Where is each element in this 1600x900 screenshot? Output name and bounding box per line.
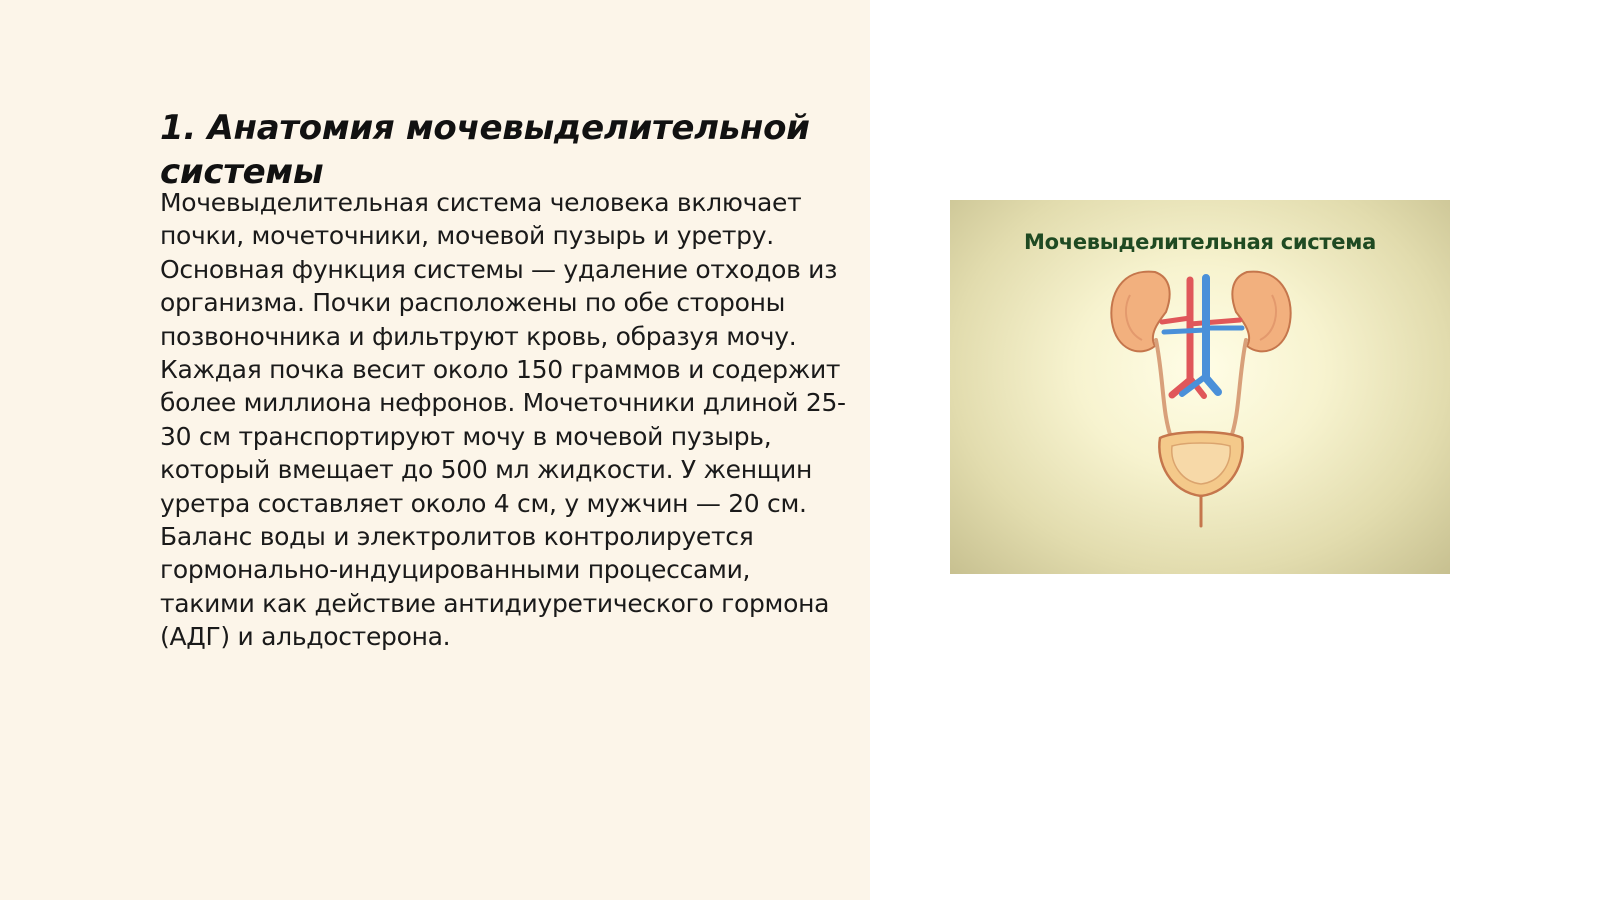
urinary-system-figure: [950, 200, 1450, 574]
figure-caption: Мочевыделительная система: [1024, 230, 1376, 254]
left-ureter: [1156, 340, 1172, 440]
right-ureter: [1230, 340, 1246, 440]
renal-artery-left: [1162, 318, 1190, 322]
slide-title: 1. Анатомия мочевыделительной системы: [160, 108, 810, 192]
urinary-system-illustration-icon: [950, 200, 1450, 574]
renal-vein-left: [1164, 330, 1206, 332]
slide-body-text: Мочевыделительная система человека включает почки, мочеточники, мочевой пузырь и уретру. Основная функция системы — удаление отходов из организма. Почки расположены по обе стороны позвоночника и фильтруют кровь, образуя мочу. Каждая почка весит около 150 граммов и содержит более миллиона нефронов. Мочеточники длиной 25-30 см транспортируют мочу в мочевой пузырь, который вмещает до 500 мл жидкости. У женщин уретра составляет около 4 см, у мужчин — 20 см. Баланс воды и электролитов контролируется гормонально-индуцированными процессами, такими как действие антидиуретического гормона (АДГ) и альдостерона.: [160, 188, 846, 652]
renal-artery-right: [1190, 320, 1240, 324]
